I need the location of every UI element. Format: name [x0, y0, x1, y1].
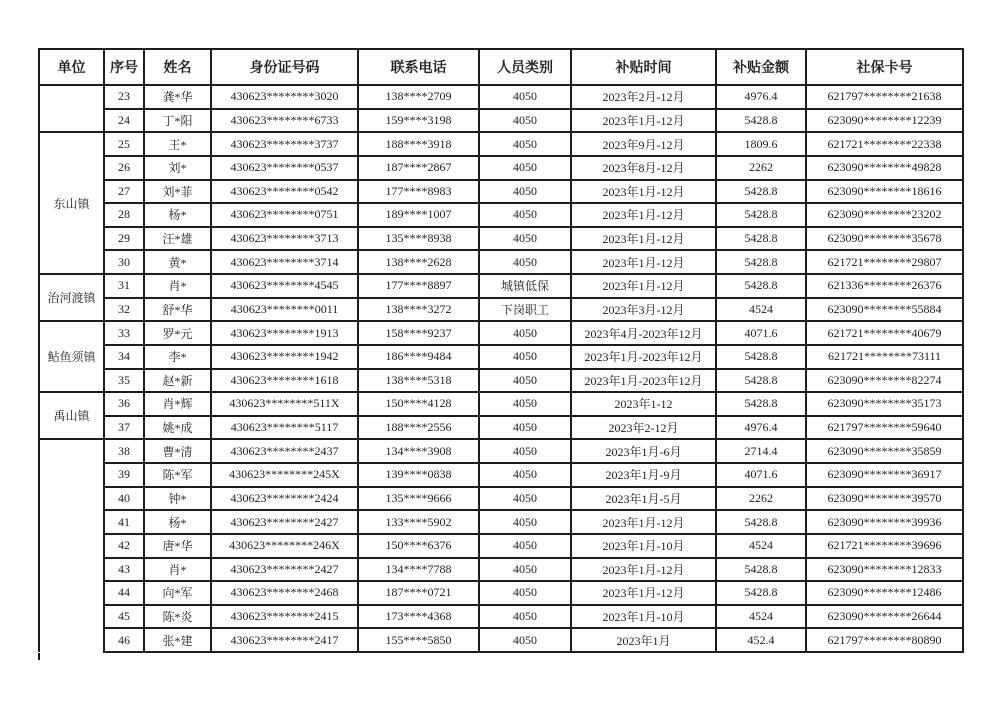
period-cell: 2023年1月-10月: [571, 534, 716, 558]
id-number-cell: 430623********0542: [211, 180, 358, 204]
amount-cell: 4976.4: [716, 85, 806, 109]
id-number-cell: 430623********2417: [211, 628, 358, 652]
category-cell: 4050: [479, 203, 571, 227]
column-header-id-number: 身份证号码: [211, 49, 358, 85]
card-number-cell: 623090********12833: [806, 558, 963, 582]
table-row: [39, 369, 963, 393]
phone-cell: 186****9484: [358, 345, 479, 369]
index-cell: 36: [104, 392, 144, 416]
name-cell: 肖*: [144, 274, 211, 298]
amount-cell: 4524: [716, 534, 806, 558]
id-number-cell: 430623********3713: [211, 227, 358, 251]
card-number-cell: 623090********39570: [806, 487, 963, 511]
period-cell: 2023年1月-5月: [571, 487, 716, 511]
amount-cell: 2262: [716, 156, 806, 180]
amount-cell: 5428.8: [716, 369, 806, 393]
card-number-cell: 621721********73111: [806, 345, 963, 369]
amount-cell: 5428.8: [716, 109, 806, 133]
phone-cell: 135****8938: [358, 227, 479, 251]
unit-cell: 治河渡镇: [39, 274, 104, 321]
category-cell: 4050: [479, 85, 571, 109]
id-number-cell: 430623********2427: [211, 558, 358, 582]
amount-cell: 4524: [716, 605, 806, 629]
category-cell: 4050: [479, 180, 571, 204]
table-row: [39, 534, 963, 558]
column-header-amount: 补贴金额: [716, 49, 806, 85]
id-number-cell: 430623********2424: [211, 487, 358, 511]
table-row: [39, 298, 963, 322]
period-cell: 2023年1月-12月: [571, 510, 716, 534]
category-cell: 4050: [479, 605, 571, 629]
table-header: [39, 49, 963, 85]
index-cell: 40: [104, 487, 144, 511]
category-cell: 4050: [479, 463, 571, 487]
amount-cell: 2262: [716, 487, 806, 511]
table-row: [39, 487, 963, 511]
table-row: [39, 628, 963, 652]
phone-cell: 135****9666: [358, 487, 479, 511]
category-cell: 4050: [479, 534, 571, 558]
card-number-cell: 621797********21638: [806, 85, 963, 109]
name-cell: 曹*清: [144, 439, 211, 463]
category-cell: 4050: [479, 392, 571, 416]
index-cell: 29: [104, 227, 144, 251]
id-number-cell: 430623********1942: [211, 345, 358, 369]
index-cell: 35: [104, 369, 144, 393]
name-cell: 刘*: [144, 156, 211, 180]
amount-cell: 2714.4: [716, 439, 806, 463]
category-cell: 4050: [479, 416, 571, 440]
phone-cell: 138****2628: [358, 250, 479, 274]
name-cell: 杨*: [144, 203, 211, 227]
table-row: [39, 250, 963, 274]
amount-cell: 5428.8: [716, 250, 806, 274]
category-cell: 4050: [479, 250, 571, 274]
unit-cell: 东山镇: [39, 132, 104, 274]
table-row: [39, 321, 963, 345]
name-cell: 刘*菲: [144, 180, 211, 204]
table-row: [39, 203, 963, 227]
name-cell: 赵*新: [144, 369, 211, 393]
period-cell: 2023年4月-2023年12月: [571, 321, 716, 345]
card-number-cell: 623090********12486: [806, 581, 963, 605]
phone-cell: 187****2867: [358, 156, 479, 180]
category-cell: 4050: [479, 510, 571, 534]
id-number-cell: 430623********245X: [211, 463, 358, 487]
period-cell: 2023年2月-12月: [571, 85, 716, 109]
id-number-cell: 430623********4545: [211, 274, 358, 298]
id-number-cell: 430623********511X: [211, 392, 358, 416]
period-cell: 2023年2-12月: [571, 416, 716, 440]
name-cell: 肖*: [144, 558, 211, 582]
column-header-name: 姓名: [144, 49, 211, 85]
category-cell: 4050: [479, 581, 571, 605]
table-row: [39, 463, 963, 487]
category-cell: 4050: [479, 345, 571, 369]
name-cell: 龚*华: [144, 85, 211, 109]
name-cell: 王*: [144, 132, 211, 156]
phone-cell: 187****0721: [358, 581, 479, 605]
column-header-category: 人员类别: [479, 49, 571, 85]
table-row: [39, 416, 963, 440]
period-cell: 2023年1月-12月: [571, 203, 716, 227]
phone-cell: 150****6376: [358, 534, 479, 558]
name-cell: 丁*阳: [144, 109, 211, 133]
card-number-cell: 623090********55884: [806, 298, 963, 322]
period-cell: 2023年9月-12月: [571, 132, 716, 156]
id-number-cell: 430623********246X: [211, 534, 358, 558]
card-number-cell: 623090********26644: [806, 605, 963, 629]
name-cell: 罗*元: [144, 321, 211, 345]
id-number-cell: 430623********5117: [211, 416, 358, 440]
name-cell: 舒*华: [144, 298, 211, 322]
index-cell: 43: [104, 558, 144, 582]
index-cell: 46: [104, 628, 144, 652]
card-number-cell: 621721********22338: [806, 132, 963, 156]
subsidy-table: [38, 48, 964, 653]
amount-cell: 5428.8: [716, 274, 806, 298]
index-cell: 23: [104, 85, 144, 109]
card-number-cell: 623090********35173: [806, 392, 963, 416]
phone-cell: 133****5902: [358, 510, 479, 534]
table-row: [39, 180, 963, 204]
card-number-cell: 621336********26376: [806, 274, 963, 298]
id-number-cell: 430623********2427: [211, 510, 358, 534]
name-cell: 杨*: [144, 510, 211, 534]
unit-cell: 禹山镇: [39, 392, 104, 439]
unit-column-left-border-tail: [38, 653, 40, 660]
card-number-cell: 623090********82274: [806, 369, 963, 393]
category-cell: 4050: [479, 487, 571, 511]
index-cell: 32: [104, 298, 144, 322]
category-cell: 下岗职工: [479, 298, 571, 322]
name-cell: 陈*炎: [144, 605, 211, 629]
period-cell: 2023年1月-12月: [571, 227, 716, 251]
table-row: [39, 85, 963, 109]
index-cell: 42: [104, 534, 144, 558]
period-cell: 2023年8月-12月: [571, 156, 716, 180]
amount-cell: 5428.8: [716, 180, 806, 204]
phone-cell: 188****3918: [358, 132, 479, 156]
period-cell: 2023年1月-12月: [571, 180, 716, 204]
category-cell: 4050: [479, 132, 571, 156]
index-cell: 25: [104, 132, 144, 156]
card-number-cell: 623090********23202: [806, 203, 963, 227]
id-number-cell: 430623********2437: [211, 439, 358, 463]
category-cell: 城镇低保: [479, 274, 571, 298]
phone-cell: 150****4128: [358, 392, 479, 416]
phone-cell: 189****1007: [358, 203, 479, 227]
phone-cell: 155****5850: [358, 628, 479, 652]
amount-cell: 5428.8: [716, 227, 806, 251]
period-cell: 2023年1月: [571, 628, 716, 652]
period-cell: 2023年1月-10月: [571, 605, 716, 629]
table-row: [39, 605, 963, 629]
table-row: [39, 510, 963, 534]
id-number-cell: 430623********3020: [211, 85, 358, 109]
index-cell: 38: [104, 439, 144, 463]
id-number-cell: 430623********2415: [211, 605, 358, 629]
id-number-cell: 430623********1913: [211, 321, 358, 345]
amount-cell: 5428.8: [716, 203, 806, 227]
category-cell: 4050: [479, 109, 571, 133]
index-cell: 26: [104, 156, 144, 180]
period-cell: 2023年1月-6月: [571, 439, 716, 463]
column-header-card-number: 社保卡号: [806, 49, 963, 85]
amount-cell: 5428.8: [716, 392, 806, 416]
table-row: [39, 392, 963, 416]
phone-cell: 134****3908: [358, 439, 479, 463]
card-number-cell: 621721********40679: [806, 321, 963, 345]
table-row: [39, 156, 963, 180]
name-cell: 李*: [144, 345, 211, 369]
card-number-cell: 623090********18616: [806, 180, 963, 204]
amount-cell: 4071.6: [716, 321, 806, 345]
index-cell: 39: [104, 463, 144, 487]
period-cell: 2023年1月-12月: [571, 274, 716, 298]
id-number-cell: 430623********0011: [211, 298, 358, 322]
card-number-cell: 623090********49828: [806, 156, 963, 180]
column-header-unit: 单位: [39, 49, 104, 85]
name-cell: 姚*成: [144, 416, 211, 440]
id-number-cell: 430623********6733: [211, 109, 358, 133]
card-number-cell: 623090********36917: [806, 463, 963, 487]
amount-cell: 5428.8: [716, 510, 806, 534]
index-cell: 44: [104, 581, 144, 605]
period-cell: 2023年1月-2023年12月: [571, 345, 716, 369]
index-cell: 41: [104, 510, 144, 534]
phone-cell: 173****4368: [358, 605, 479, 629]
period-cell: 2023年3月-12月: [571, 298, 716, 322]
index-cell: 37: [104, 416, 144, 440]
phone-cell: 188****2556: [358, 416, 479, 440]
period-cell: 2023年1月-2023年12月: [571, 369, 716, 393]
card-number-cell: 621797********80890: [806, 628, 963, 652]
card-number-cell: 621797********59640: [806, 416, 963, 440]
index-cell: 31: [104, 274, 144, 298]
table-row: [39, 345, 963, 369]
card-number-cell: 623090********35859: [806, 439, 963, 463]
id-number-cell: 430623********3714: [211, 250, 358, 274]
amount-cell: 1809.6: [716, 132, 806, 156]
table-row: [39, 132, 963, 156]
period-cell: 2023年1月-12月: [571, 109, 716, 133]
phone-cell: 138****3272: [358, 298, 479, 322]
amount-cell: 4524: [716, 298, 806, 322]
category-cell: 4050: [479, 439, 571, 463]
table-row: [39, 109, 963, 133]
amount-cell: 5428.8: [716, 558, 806, 582]
phone-cell: 158****9237: [358, 321, 479, 345]
amount-cell: 4976.4: [716, 416, 806, 440]
unit-cell: [39, 85, 104, 132]
name-cell: 陈*军: [144, 463, 211, 487]
header-row: [39, 49, 963, 85]
name-cell: 向*军: [144, 581, 211, 605]
card-number-cell: 623090********39936: [806, 510, 963, 534]
id-number-cell: 430623********2468: [211, 581, 358, 605]
index-cell: 27: [104, 180, 144, 204]
table-row: [39, 274, 963, 298]
category-cell: 4050: [479, 227, 571, 251]
column-header-phone: 联系电话: [358, 49, 479, 85]
phone-cell: 134****7788: [358, 558, 479, 582]
card-number-cell: 623090********35678: [806, 227, 963, 251]
category-cell: 4050: [479, 369, 571, 393]
amount-cell: 5428.8: [716, 581, 806, 605]
phone-cell: 177****8897: [358, 274, 479, 298]
phone-cell: 138****2709: [358, 85, 479, 109]
unit-cell: 鲇鱼须镇: [39, 321, 104, 392]
column-header-index: 序号: [104, 49, 144, 85]
table-row: [39, 439, 963, 463]
period-cell: 2023年1月-12月: [571, 250, 716, 274]
id-number-cell: 430623********1618: [211, 369, 358, 393]
category-cell: 4050: [479, 156, 571, 180]
name-cell: 钟*: [144, 487, 211, 511]
amount-cell: 5428.8: [716, 345, 806, 369]
id-number-cell: 430623********0537: [211, 156, 358, 180]
phone-cell: 159****3198: [358, 109, 479, 133]
table-row: [39, 581, 963, 605]
category-cell: 4050: [479, 321, 571, 345]
phone-cell: 177****8983: [358, 180, 479, 204]
index-cell: 33: [104, 321, 144, 345]
card-number-cell: 621721********29807: [806, 250, 963, 274]
index-cell: 34: [104, 345, 144, 369]
card-number-cell: 623090********12239: [806, 109, 963, 133]
period-cell: 2023年1月-12月: [571, 558, 716, 582]
column-header-period: 补贴时间: [571, 49, 716, 85]
unit-cell: [39, 439, 104, 652]
table-body: [39, 85, 963, 652]
name-cell: 唐*华: [144, 534, 211, 558]
name-cell: 黄*: [144, 250, 211, 274]
index-cell: 30: [104, 250, 144, 274]
card-number-cell: 621721********39696: [806, 534, 963, 558]
name-cell: 汪*雄: [144, 227, 211, 251]
category-cell: 4050: [479, 558, 571, 582]
period-cell: 2023年1月-12月: [571, 581, 716, 605]
index-cell: 24: [104, 109, 144, 133]
id-number-cell: 430623********0751: [211, 203, 358, 227]
table-row: [39, 227, 963, 251]
amount-cell: 4071.6: [716, 463, 806, 487]
index-cell: 28: [104, 203, 144, 227]
category-cell: 4050: [479, 628, 571, 652]
amount-cell: 452.4: [716, 628, 806, 652]
period-cell: 2023年1月-9月: [571, 463, 716, 487]
period-cell: 2023年1-12: [571, 392, 716, 416]
table-row: [39, 558, 963, 582]
id-number-cell: 430623********3737: [211, 132, 358, 156]
name-cell: 肖*辉: [144, 392, 211, 416]
name-cell: 张*建: [144, 628, 211, 652]
index-cell: 45: [104, 605, 144, 629]
phone-cell: 139****0838: [358, 463, 479, 487]
phone-cell: 138****5318: [358, 369, 479, 393]
